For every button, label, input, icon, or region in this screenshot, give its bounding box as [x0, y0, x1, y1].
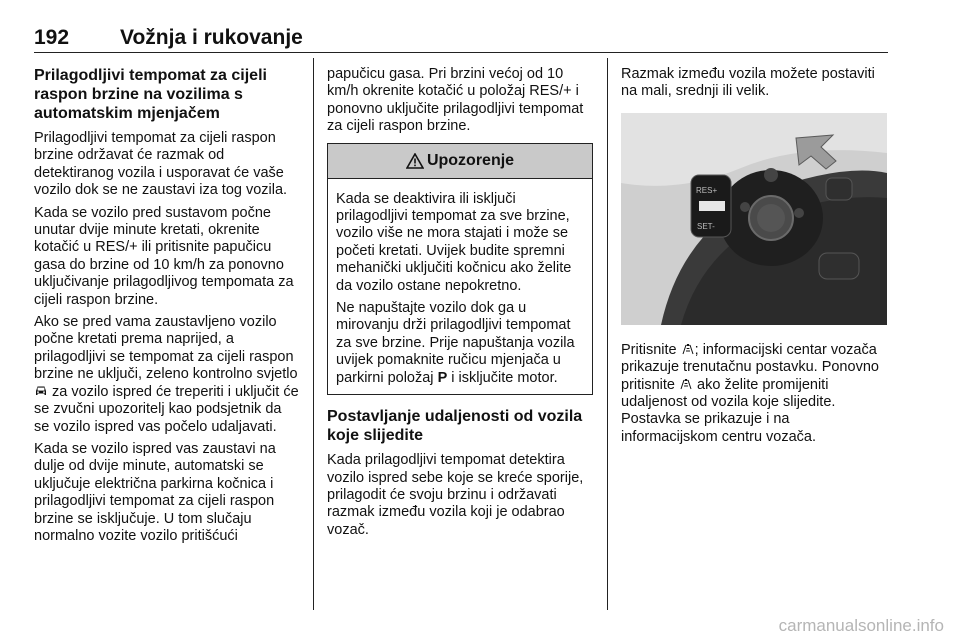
paragraph: Pritisnite ; informacijski centar vozača prikazuje trenutačnu postavku. Ponovno pritisnite ako želite promijeniti udaljenost od vozila koje slijedite. Postavka se prikazuje i na informacijskom centru vozača.: [621, 341, 879, 445]
follow-distance-icon: [681, 343, 695, 355]
paragraph: Kada se deaktivira ili isključi prilagodljivi tempomat za sve brzine, vozilo više ne mora stajati i može se početi kretati. Uvijek budite spremni mehanički uključiti kočnicu ako želite da vozilo ostane nepokretno.: [336, 190, 572, 294]
section-heading: Prilagodljivi tempomat za cijeli raspon brzine na vozilima s automatskim mjenjačem: [34, 67, 267, 122]
column-2: [327, 66, 593, 544]
column-divider: [313, 58, 314, 610]
warning-box: [327, 143, 593, 395]
column-1: [34, 66, 299, 550]
header-rule: [34, 52, 888, 53]
warning-header: [328, 144, 592, 179]
paragraph: Ne napuštajte vozilo dok ga u mirovanju drži prilagodljivi tempomat za sve brzine. Prije napuštanja vozila uvijek pomaknite ručicu mjenjača u parkirni položaj P i isključite motor.: [336, 300, 575, 386]
paragraph: Kada se vozilo pred sustavom počne unutar dvije minute kretati, okrenite kotačić u RES/+ ili pritisnite papučicu gasa do brzine od 10 km/h za ponovno uključivanje prilagodljivog tempomata za cijeli raspon brzine.: [34, 204, 294, 308]
paragraph: Prilagodljivi tempomat za cijeli raspon brzine održavat će razmak od detektiranog vozila i usporavat će vaše vozilo dok se ne zaustavi iza tog vozila.: [34, 130, 288, 199]
paragraph: Kada se vozilo ispred vas zaustavi na dulje od dvije minute, automatski se uključuje električna parkirna kočnica i prilagodljivi tempomat za cijeli raspon brzine se isključuje. U tom slučaju normalno vozite vozilo pritišćući: [34, 440, 276, 544]
section-heading: Postavljanje udaljenosti od vozila koje slijedite: [327, 408, 583, 445]
steering-wheel-controls-image: [621, 113, 887, 325]
page-number: 192: [34, 26, 70, 49]
warning-triangle-icon: [406, 153, 424, 169]
res-label: RES+: [696, 185, 718, 195]
paragraph: Kada prilagodljivi tempomat detektira vozilo ispred sebe koje se kreće sporije, prilagodit će svoju brzinu i održavati razmak između vozila koji je odabrao vozač.: [327, 452, 584, 538]
warning-title: Upozorenje: [426, 151, 515, 169]
column-divider: [607, 58, 608, 610]
warning-body: [328, 179, 592, 394]
watermark: carmanualsonline.info: [778, 616, 944, 635]
column-3: [621, 66, 887, 451]
paragraph: Razmak između vozila možete postaviti na mali, srednji ili velik.: [621, 66, 875, 100]
chapter-title: Vožnja i rukovanje: [120, 26, 303, 49]
paragraph: Ako se pred vama zaustavljeno vozilo počne kretati prema naprijed, a prilagodljivi se tempomat za cijeli raspon brzine ne uključi, zeleno kontrolno svjetlo za vozilo ispred će treperiti i uključit će se zvučni upozoritelj kao podsjetnik da se vozilo ispred vas počelo udaljavati.: [34, 314, 299, 435]
page-header: [34, 26, 888, 50]
set-label: SET-: [697, 221, 715, 231]
paragraph: papučicu gasa. Pri brzini većoj od 10 km/h okrenite kotačić u položaj RES/+ i ponovno uključite prilagodljivi tempomat za cijeli raspon brzine.: [327, 66, 584, 135]
follow-distance-icon: [679, 378, 693, 390]
vehicle-ahead-icon: [34, 385, 48, 397]
